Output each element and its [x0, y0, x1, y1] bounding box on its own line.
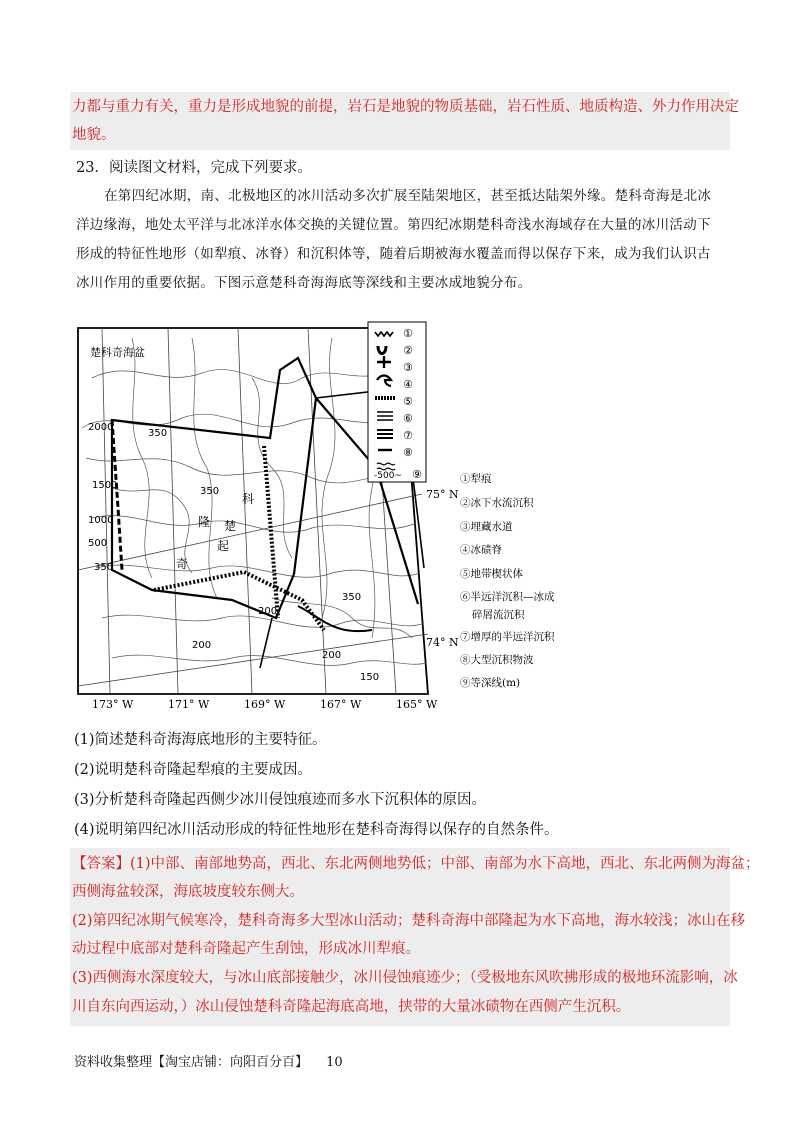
- legend-num: ⑥: [403, 412, 413, 425]
- page-number: 10: [326, 1055, 343, 1070]
- legend-num: ⑦: [403, 429, 413, 442]
- contour-label: 200: [322, 650, 342, 661]
- legend-num: ⑧: [403, 446, 413, 459]
- legend-num: ③: [403, 361, 413, 374]
- subquestion: (1)简述楚科奇海海底地形的主要特征。: [74, 732, 327, 748]
- lon-label: 169° W: [244, 698, 286, 710]
- answer-continuation-line1: 力都与重力有关，重力是形成地貌的前提，岩石是地貌的物质基础，岩石性质、地质构造、外力作用决定: [72, 99, 739, 115]
- contour-label: 200: [258, 606, 278, 617]
- contour-label: 150: [360, 672, 380, 683]
- answer-continuation-line2: 地貌。: [72, 127, 116, 143]
- region-char: 科: [242, 492, 255, 506]
- legend-item: ③埋藏水道: [460, 521, 513, 533]
- lon-label: 171° W: [168, 698, 210, 710]
- legend-item: ④冰碛脊: [460, 544, 502, 556]
- legend-item: ⑨等深线(m): [460, 677, 521, 689]
- answer-line: 川自东向西运动，）冰山侵蚀楚科奇隆起海底高地，挟带的大量冰碛物在西侧产生沉积。: [72, 999, 631, 1015]
- answer-text: (1)中部、南部地势高，西北、东北两侧地势低；中部、南部为水下高地，西北、东北两侧为海盆；: [130, 856, 760, 872]
- legend-sample-contour: -500~: [374, 471, 402, 481]
- subquestion: (2)说明楚科奇隆起犁痕的主要成因。: [74, 762, 313, 778]
- question-paragraph-line: 洋边缘海，地处太平洋与北冰洋水体交换的关键位置。第四纪冰期楚科奇浅水海域存在大量的冰川活动下: [76, 217, 711, 233]
- region-char: 楚: [224, 519, 237, 533]
- legend-item: 碎屑流沉积: [472, 609, 525, 621]
- subquestion: (4)说明第四纪冰川活动形成的特征性地形在楚科奇海得以保存的自然条件。: [74, 822, 559, 838]
- legend-item: ⑥半远洋沉积—冰成: [460, 591, 555, 603]
- contour-label: 200: [192, 640, 212, 651]
- contour-label: 500: [88, 538, 108, 549]
- footer-text: 资料收集整理【淘宝店铺：向阳百分百】: [74, 1055, 309, 1070]
- legend-item: ①犁痕: [460, 473, 492, 485]
- legend-item: ②冰下水流沉积: [460, 497, 534, 509]
- contour-label: 1500: [92, 480, 118, 491]
- contour-label: 350: [94, 562, 114, 573]
- legend-num: ①: [403, 327, 413, 340]
- question-title: 23．阅读图文材料，完成下列要求。: [76, 160, 312, 176]
- region-char: 起: [217, 539, 230, 553]
- legend-num: ②: [403, 344, 413, 357]
- answer-line: (2)第四纪冰期气候寒冷，楚科奇海多大型冰山活动；楚科奇海中部隆起为水下高地，海水较浅；冰山在移: [72, 913, 746, 929]
- lat-label: 75° N: [426, 488, 459, 501]
- legend-item: ⑤地带楔状体: [460, 568, 523, 580]
- lon-label: 167° W: [320, 698, 362, 710]
- basin-label: 楚科奇海盆: [90, 346, 145, 359]
- southern-line: [260, 618, 272, 668]
- answer-line: (3)西侧海水深度较大，与冰山底部接触少，冰川侵蚀痕迹少；（受极地东风吹拂形成的极地环流影响，冰: [72, 970, 738, 986]
- answer-line: 动过程中底部对楚科奇隆起产生刮蚀，形成冰川犁痕。: [72, 941, 420, 957]
- answer-tag: 【答案】: [72, 856, 130, 872]
- answer-line: 西侧海盆较深，海底坡度较东侧大。: [72, 884, 304, 900]
- lon-label: 165° W: [396, 698, 438, 710]
- contour-label: 350: [342, 592, 362, 603]
- question-paragraph-line: 形成的特征性地形（如犁痕、冰脊）和沉积体等，随着后期被海水覆盖而得以保存下来，成为我们认识古: [76, 246, 711, 262]
- question-paragraph-line: 冰川作用的重要依据。下图示意楚科奇海海底等深线和主要冰成地貌分布。: [76, 275, 532, 291]
- subquestion: (3)分析楚科奇隆起西侧少冰川侵蚀痕迹而多水下沉积体的原因。: [74, 792, 487, 808]
- western-deposit-band: [112, 420, 122, 570]
- plough-marks: [264, 446, 278, 618]
- legend-explanations: [460, 472, 555, 689]
- legend-num: ④: [403, 378, 413, 391]
- contour-label: 2000: [88, 422, 114, 433]
- page-footer: [74, 1051, 343, 1070]
- question-paragraph-line: 在第四纪冰期，南、北极地区的冰川活动多次扩展至陆架地区，甚至抵达陆架外缘。楚科奇海是北冰: [104, 188, 712, 204]
- legend-num: ⑨: [412, 468, 422, 481]
- contour-labels: [88, 422, 379, 683]
- contour-label: 1000: [88, 515, 114, 526]
- region-char: 奇: [176, 557, 189, 571]
- lat-label: 74° N: [426, 636, 459, 649]
- lon-label: 173° W: [92, 698, 134, 710]
- bathymetry-map-figure: [72, 318, 572, 710]
- legend-item: ⑧大型沉积物波: [460, 654, 534, 666]
- region-char: 隆: [198, 515, 211, 529]
- plough-marks: [154, 572, 324, 630]
- legend-item: ⑦增厚的半远洋沉积: [460, 631, 555, 643]
- legend-num: ⑤: [403, 395, 413, 408]
- answer-line: [72, 854, 760, 874]
- contour-label: 350: [200, 486, 220, 497]
- contour-label: 350: [148, 428, 168, 439]
